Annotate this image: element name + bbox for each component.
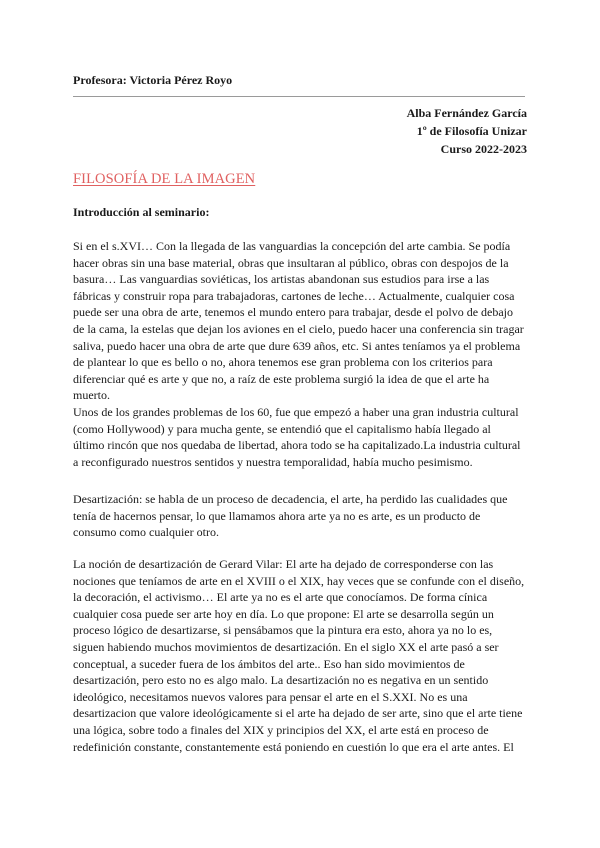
text-line: hacer obras sin una base material, obras que insultaran al público, obras con despojos de la <box>73 255 509 270</box>
text-line: saliva, puedo hacer una obra de arte que dure 639 años, etc. Si antes teníamos ya el problema <box>73 338 521 353</box>
text-line: de plantear lo que es bello o no, ahora tenemos ese gran problema con los criterios para <box>73 355 493 370</box>
text-line: una lógica, sobre todo a finales del XIX y principios del XX, el arte está en proceso de <box>73 722 489 737</box>
author-course: 1º de Filosofía Unizar <box>416 124 527 138</box>
text-line: último rincón que nos quedaba de libertad, ahora todo se ha capitalizado.La industria cultural <box>73 438 521 453</box>
text-line: siguen habiendo muchos movimientos de desartización. En el siglo XX el arte pasó a ser <box>73 639 499 654</box>
text-line: desartizacion que valore ideológicamente si el arte ha dejado de ser arte, sino que el arte tiene <box>73 706 523 721</box>
teacher-name: Profesora: Victoria Pérez Royo <box>73 73 233 87</box>
text-line: nociones que teníamos de arte en el XVIII o el XIX, hay veces que se confunde con el diseño, <box>73 573 525 588</box>
header-divider <box>73 96 525 97</box>
text-line: diferenciar qué es arte y que no, a raíz de este problema surgió la idea de que el arte ha <box>73 371 490 386</box>
text-line: (como Hollywood) y para mucha gente, se entendió que el capitalismo había llegado al <box>73 421 491 436</box>
text-line: a reconfigurado nuestros sentidos y nuestra temporalidad, había mucho pesimismo. <box>73 454 473 469</box>
paragraph-desartizacion <box>73 491 529 541</box>
section-heading: Introducción al seminario: <box>73 205 210 219</box>
text-line: conceptual, a suceder fuera de los ámbitos del arte.. Eso han sido movimientos de <box>73 656 465 671</box>
paragraph-introduction <box>73 238 529 470</box>
text-line: de la cama, la estelas que dejan los aviones en el cielo, puedo hacer una conferencia sin tragar <box>73 321 524 336</box>
text-line: tenía de hacernos pensar, lo que llamamos ahora arte ya no es arte, es un producto de <box>73 508 481 523</box>
text-line: puede ser una obra de arte, tenemos el mundo entero para trabajar, desde el polvo de debajo <box>73 305 514 320</box>
author-year: Curso 2022-2023 <box>440 142 527 156</box>
text-line: La noción de desartización de Gerard Vilar: El arte ha dejado de corresponderse con las <box>73 557 494 571</box>
paragraph-gerard-vilar <box>73 556 529 755</box>
text-line: basura… Las vanguardias soviéticas, los artistas abandonan sus estudios para irse a las <box>73 272 490 287</box>
text-line: fábricas y construir ropa para trabajadoras, cartones de leche… Actualmente, cualquier cosa <box>73 288 515 303</box>
text-line: la decoración, el activismo… El arte ya no es el arte que conocíamos. De forma cínica <box>73 590 488 605</box>
text-line: ideológico, necesitamos nuevos valores para pensar el arte en el S.XXI. No es una <box>73 689 468 704</box>
text-line: Desartización: se habla de un proceso de decadencia, el arte, ha perdido las cualidades que <box>73 492 508 506</box>
text-line: Si en el s.XVI… Con la llegada de las vanguardias la concepción del arte cambia. Se podía <box>73 239 511 253</box>
author-name: Alba Fernández García <box>406 106 527 120</box>
text-line: consumo como cualquier otro. <box>73 525 219 540</box>
text-line: desartización, pero esto no es algo malo. La desartización no es negativa en un sentido <box>73 673 489 688</box>
text-line: cualquier cosa puede ser arte hoy en día. Lo que propone: El arte se desarrolla según un <box>73 606 494 621</box>
text-line: Unos de los grandes problemas de los 60, fue que empezó a haber una gran industria cultural <box>73 404 519 419</box>
text-line: muerto. <box>73 388 110 403</box>
text-line: proceso lógico de desartizarse, si pensábamos que la pintura era esto, ahora ya no lo es, <box>73 623 493 638</box>
author-block <box>407 104 527 158</box>
text-line: redefinición constante, constantemente está poniendo en cuestión lo que era el arte antes. El <box>73 739 514 754</box>
document-title: FILOSOFÍA DE LA IMAGEN <box>73 171 256 187</box>
